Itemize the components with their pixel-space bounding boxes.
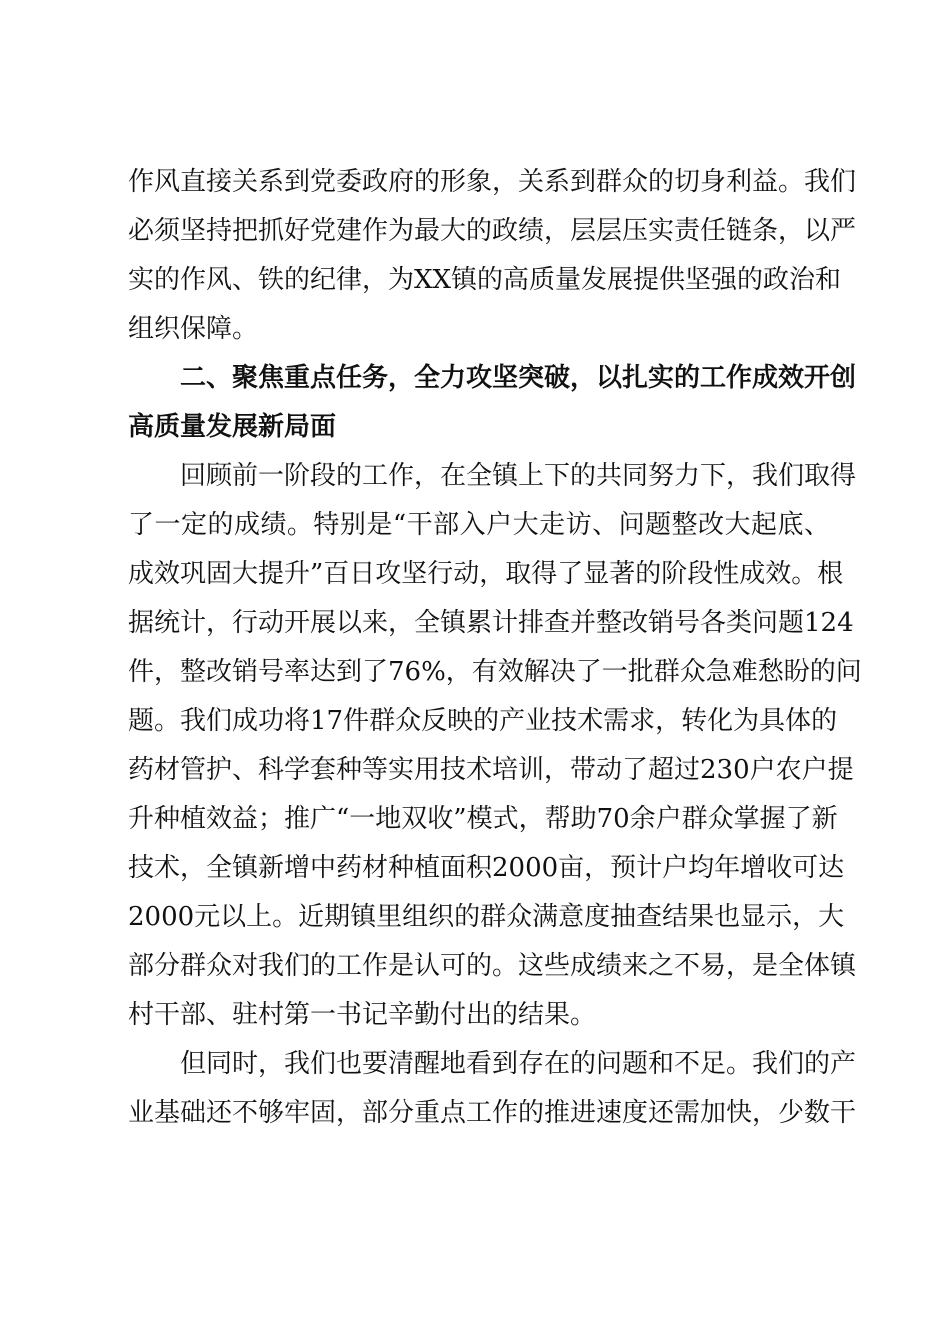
- paragraph-achievements-review: [128, 452, 862, 1040]
- text-line: 必须坚持把抓好党建作为最大的政绩，层层压实责任链条，以严: [128, 216, 857, 246]
- paragraph-problems-shortcomings: [128, 1040, 857, 1138]
- text-line: 技术，全镇新增中药材种植面积2000亩，预计户均年增收可达: [128, 853, 845, 883]
- text-line: 据统计，行动开展以来，全镇累计排查并整改销号各类问题124: [128, 608, 854, 638]
- text-line: 件，整改销号率达到了76%，有效解决了一批群众急难愁盼的问: [128, 657, 862, 687]
- text-line: 2000元以上。近期镇里组织的群众满意度抽查结果也显示，大: [128, 902, 845, 932]
- text-line: 回顾前一阶段的工作，在全镇上下的共同努力下，我们取得: [180, 461, 857, 491]
- text-line: 组织保障。: [128, 314, 259, 344]
- section-heading-two: [128, 354, 857, 452]
- paragraph-party-building-conclusion: [128, 158, 857, 354]
- text-line: 药材管护、科学套种等实用技术培训，带动了超过230户农户提: [128, 755, 854, 785]
- text-line: 成效巩固大提升”百日攻坚行动，取得了显著的阶段性成效。根: [128, 559, 844, 589]
- text-line: 部分群众对我们的工作是认可的。这些成绩来之不易，是全体镇: [128, 951, 857, 981]
- text-line: 村干部、驻村第一书记辛勤付出的结果。: [128, 1000, 597, 1030]
- text-line: 业基础还不够牢固，部分重点工作的推进速度还需加快，少数干: [128, 1098, 857, 1128]
- text-line: 实的作风、铁的纪律，为XX镇的高质量发展提供坚强的政治和: [128, 265, 842, 295]
- text-line: 题。我们成功将17件群众反映的产业技术需求，转化为具体的: [128, 706, 838, 736]
- text-line: 升种植效益；推广“一地双收”模式，帮助70余户群众掌握了新: [128, 804, 838, 834]
- text-line: 但同时，我们也要清醒地看到存在的问题和不足。我们的产: [180, 1049, 857, 1079]
- text-line: 作风直接关系到党委政府的形象，关系到群众的切身利益。我们: [128, 167, 857, 197]
- heading-line: 高质量发展新局面: [128, 412, 337, 442]
- heading-line: 二、聚焦重点任务，全力攻坚突破，以扎实的工作成效开创: [180, 363, 857, 393]
- document-page: [128, 158, 862, 1138]
- text-line: 了一定的成绩。特别是“干部入户大走访、问题整改大起底、: [128, 510, 830, 540]
